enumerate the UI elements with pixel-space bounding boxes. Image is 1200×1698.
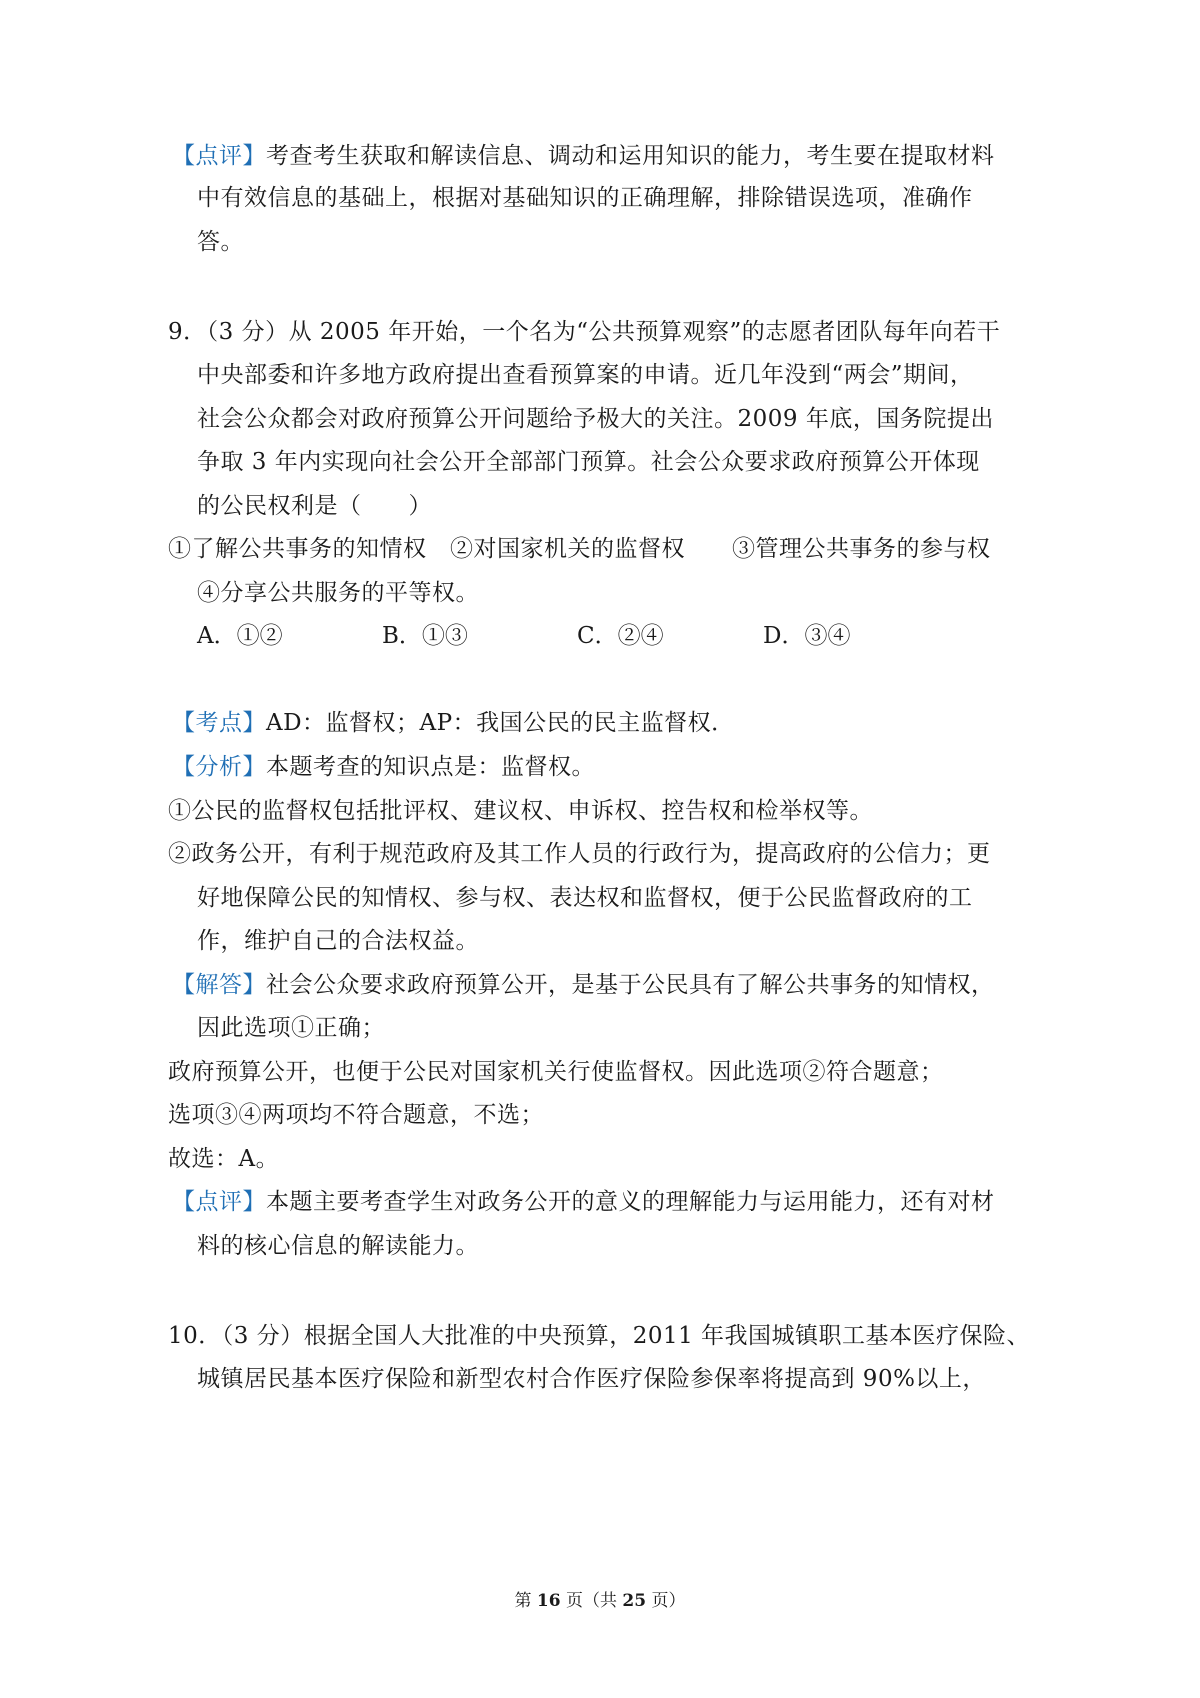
q9-stem-line-3: 社会公众都会对政府预算公开问题给予极大的关注。2009 年底，国务院提出 — [197, 406, 994, 432]
q9-jieda-line-2: 因此选项①正确； — [197, 1015, 385, 1041]
kaodian-text: AD：监督权；AP：我国公民的民主监督权． — [266, 710, 735, 736]
footer-total-pages: 25 — [622, 1591, 647, 1611]
q9-stem-line-2: 中央部委和许多地方政府提出查看预算案的申请。近几年没到“两会”期间， — [197, 362, 974, 388]
q10-stem-line-2: 城镇居民基本医疗保险和新型农村合作医疗保险参保率将提高到 90%以上， — [197, 1366, 986, 1392]
dianping-tag: 【点评】 — [172, 1189, 266, 1215]
footer-prefix: 第 — [514, 1591, 532, 1611]
q9-items-line-1: ①了解公共事务的知情权 ②对国家机关的监督权 ③管理公共事务的参与权 — [168, 536, 991, 562]
fenxi-text: 本题考查的知识点是：监督权。 — [266, 754, 595, 780]
q9-dianping-line-1 — [172, 1186, 995, 1218]
q10-stem-line-1: 10．（3 分）根据全国人大批准的中央预算，2011 年我国城镇职工基本医疗保险、 — [168, 1323, 1031, 1349]
fenxi-point-2-line-2: 好地保障公民的知情权、参与权、表达权和监督权，便于公民监督政府的工 — [197, 885, 973, 911]
q9-jieda-line-4: 选项③④两项均不符合题意，不选； — [168, 1102, 544, 1128]
dianping-text-1: 本题主要考查学生对政务公开的意义的理解能力与运用能力，还有对材 — [266, 1189, 995, 1215]
footer-suffix: 页） — [651, 1591, 686, 1611]
q9-option-d[interactable]: D．③④ — [763, 623, 851, 649]
footer-middle: 页（共 — [566, 1591, 617, 1611]
fenxi-point-1: ①公民的监督权包括批评权、建议权、申诉权、控告权和检举权等。 — [168, 798, 873, 824]
jieda-text-1: 社会公众要求政府预算公开，是基于公民具有了解公共事务的知情权， — [266, 972, 995, 998]
fenxi-point-2-line-1: ②政务公开，有利于规范政府及其工作人员的行政行为，提高政府的公信力；更 — [168, 841, 991, 867]
q9-option-c[interactable]: C．②④ — [577, 623, 664, 649]
page-footer — [0, 1590, 1200, 1612]
prev-comment-tag: 【点评】 — [172, 143, 266, 169]
jieda-tag: 【解答】 — [172, 972, 266, 998]
prev-comment-line-2: 中有效信息的基础上，根据对基础知识的正确理解，排除错误选项，准确作 — [197, 185, 973, 211]
q9-items-line-2: ④分享公共服务的平等权。 — [197, 580, 479, 606]
q9-kaodian — [172, 707, 735, 739]
q9-stem-line-1: 9．（3 分）从 2005 年开始，一个名为“公共预算观察”的志愿者团队每年向若干 — [168, 319, 1001, 345]
footer-page-number: 16 — [536, 1591, 561, 1611]
kaodian-tag: 【考点】 — [172, 710, 266, 736]
q9-jieda-line-1 — [172, 969, 995, 1001]
q9-jieda-line-3: 政府预算公开，也便于公民对国家机关行使监督权。因此选项②符合题意； — [168, 1059, 944, 1085]
q9-dianping-line-2: 料的核心信息的解读能力。 — [197, 1233, 479, 1259]
fenxi-tag: 【分析】 — [172, 754, 266, 780]
q9-stem-line-5: 的公民权利是（ ） — [197, 493, 432, 519]
prev-comment-text-1: 考查考生获取和解读信息、调动和运用知识的能力，考生要在提取材料 — [266, 143, 995, 169]
q9-stem-line-4: 争取 3 年内实现向社会公开全部部门预算。社会公众要求政府预算公开体现 — [197, 449, 980, 475]
q9-option-b[interactable]: B．①③ — [382, 623, 468, 649]
prev-comment-line-1 — [172, 140, 995, 172]
fenxi-point-2-line-3: 作，维护自己的合法权益。 — [197, 928, 479, 954]
prev-comment-line-3: 答。 — [197, 229, 244, 255]
q9-option-a[interactable]: A．①② — [197, 623, 283, 649]
q9-jieda-line-5: 故选：A。 — [168, 1146, 280, 1172]
q9-fenxi — [172, 751, 595, 783]
